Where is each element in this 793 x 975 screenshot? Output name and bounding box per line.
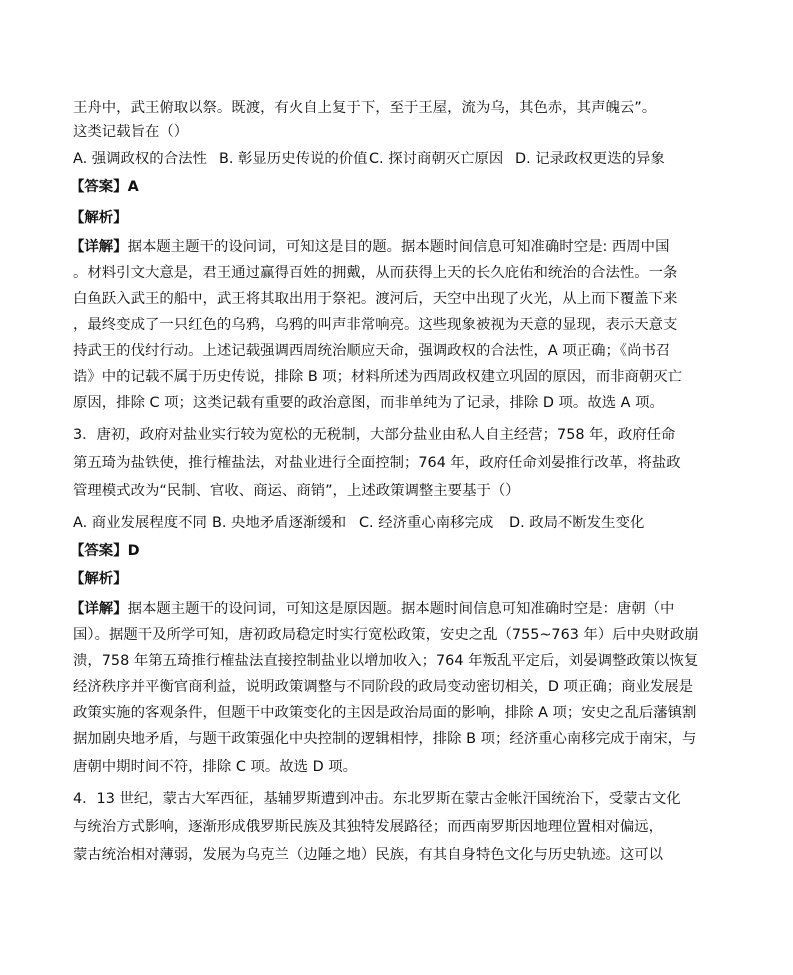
q2-detail-line-2: 。材料引文大意是，君王通过赢得百姓的拥戴，从而获得上天的长久庇佑和统治的合法性。一条 xyxy=(73,265,678,281)
q2-answer-label: 【答案】 xyxy=(70,179,128,195)
q3-stem-line-1: 3．唐初，政府对盐业实行较为宽松的无税制，大部分盐业由私人自主经营；758 年，政府任命 xyxy=(73,427,676,443)
q3-option-b: B. 央地矛盾逐渐缓和 xyxy=(212,515,347,531)
q2-detail-line-1 xyxy=(70,236,669,258)
q4-stem-line-2: 与统治方式影响，逐渐形成俄罗斯民族及其独特发展路径；而西南罗斯因地理位置相对偏远， xyxy=(73,819,664,835)
q3-stem-line-3: 管理模式改为“民制、官收、商运、商销”，上述政策调整主要基于（） xyxy=(73,483,520,499)
q2-detail-label: 【详解】 xyxy=(70,239,128,255)
q2-detail-line-6: 诰》中的记载不属于历史传说，排除 B 项；材料所述为西周政权建立巩固的原因，而非商朝灭亡 xyxy=(73,369,683,385)
q3-answer-label: 【答案】 xyxy=(70,543,128,559)
q2-detail-line-7: 原因，排除 C 项；这类记载有重要的政治意图，而非单纯为了记录，排除 D 项。故选 A 项。 xyxy=(73,395,664,411)
q2-detail-text-1: 据本题主题干的设问词，可知这是目的题。据本题时间信息可知准确时空是: 西周中国 xyxy=(127,239,670,255)
q3-detail-line-5: 政策实施的客观条件，但题干中政策变化的主因是政治局面的影响，排除 A 项；安史之乱后藩镇割 xyxy=(73,705,697,721)
q2-option-c: C. 探讨商朝灭亡原因 xyxy=(369,151,504,167)
q2-stem-line-2: 这类记载旨在（） xyxy=(73,124,189,140)
q2-analysis-label: 【解析】 xyxy=(70,210,128,226)
q3-answer-value: D xyxy=(127,543,140,559)
q3-answer xyxy=(70,540,140,562)
q2-stem-line-1: 王舟中，武王俯取以祭。既渡，有火自上复于下，至于王屋，流为乌，其色赤，其声魄云”。 xyxy=(73,100,657,116)
q3-stem-line-2: 第五琦为盐铁使，推行榷盐法，对盐业进行全面控制；764 年，政府任命刘晏推行改革，将盐政 xyxy=(73,455,681,471)
q3-detail-text-1: 据本题主题干的设问词，可知这是原因题。据本题时间信息可知准确时空是：唐朝（中 xyxy=(127,601,675,617)
q3-option-d: D. 政局不断发生变化 xyxy=(509,515,645,531)
q2-answer-value: A xyxy=(127,179,139,195)
q3-detail-line-4: 经济秩序并平衡官商利益，说明政策调整与不同阶段的政局变动密切相关，D 项正确；商业发展是 xyxy=(73,679,694,695)
q3-detail-line-2: 国）。据题干及所学可知，唐初政局稳定时实行宽松政策，安史之乱（755~763 年）后中央财政崩 xyxy=(73,627,699,643)
q3-detail-line-7: 唐朝中期时间不符，排除 C 项。故选 D 项。 xyxy=(73,759,358,775)
q3-option-c: C. 经济重心南移完成 xyxy=(359,515,494,531)
q3-detail-line-6: 据加剧央地矛盾，与题干政策强化中央控制的逻辑相悖，排除 B 项；经济重心南移完成于南宋，与 xyxy=(73,731,697,747)
q4-stem-line-1: 4．13 世纪，蒙古大军西征，基辅罗斯遭到冲击。东北罗斯在蒙古金帐汗国统治下，受蒙古文化 xyxy=(73,791,681,807)
q3-analysis-label: 【解析】 xyxy=(70,571,128,587)
q3-detail-label: 【详解】 xyxy=(70,601,128,617)
q2-detail-line-5: 持武王的伐纣行动。上述记载强调西周统治顺应天命，强调政权的合法性，A 项正确；《尚书召 xyxy=(73,343,671,359)
q2-detail-line-4: ，最终变成了一只红色的乌鸦，乌鸦的叫声非常响亮。这些现象被视为天意的显现，表示天意支 xyxy=(73,317,678,333)
q2-answer xyxy=(70,176,139,198)
q2-option-b: B. 彰显历史传说的价值 xyxy=(219,151,368,167)
q2-detail-line-3: 白鱼跃入武王的船中，武王将其取出用于祭祀。渡河后，天空中出现了火光，从上而下覆盖下来 xyxy=(73,291,678,307)
q3-detail-line-3: 溃，758 年第五琦推行榷盐法直接控制盐业以增加收入；764 年叛乱平定后，刘晏调整政策以恢复 xyxy=(73,653,699,669)
q3-option-a: A. 商业发展程度不同 xyxy=(73,515,207,531)
q2-option-d: D. 记录政权更迭的异象 xyxy=(515,151,665,167)
q3-detail-line-1 xyxy=(70,598,674,620)
q4-stem-line-3: 蒙古统治相对薄弱，发展为乌克兰（边陲之地）民族，有其自身特色文化与历史轨迹。这可以 xyxy=(73,847,664,863)
q2-option-a: A. 强调政权的合法性 xyxy=(73,151,207,167)
